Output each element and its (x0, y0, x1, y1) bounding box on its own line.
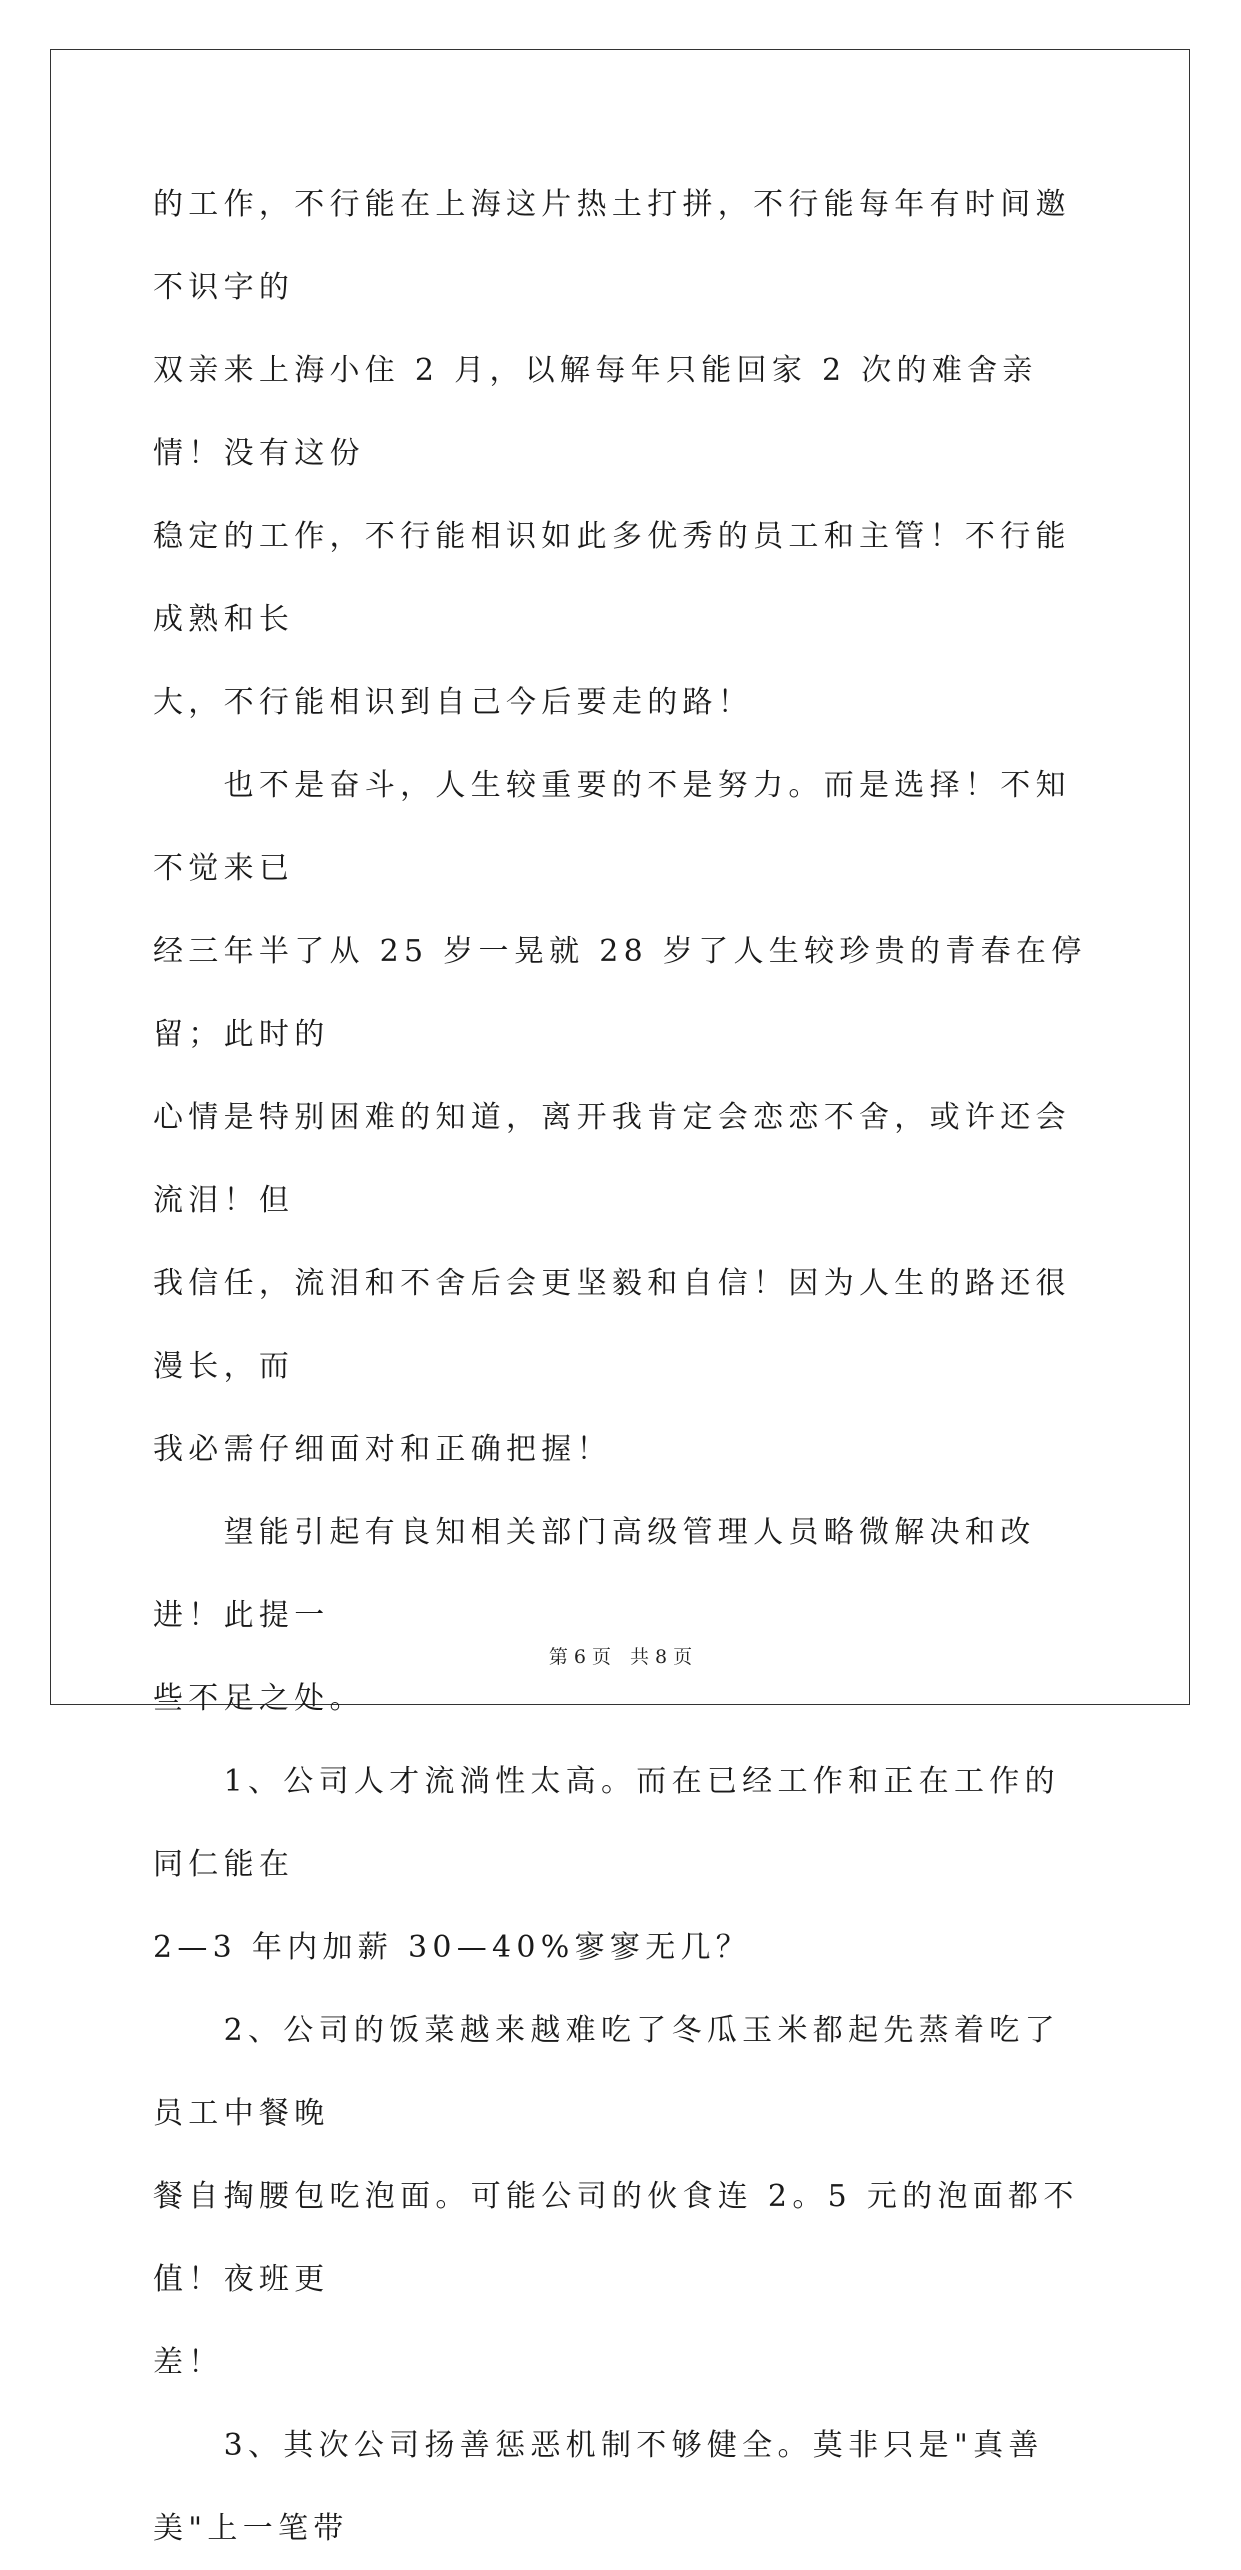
document-body (153, 163, 1091, 2570)
paragraph-1 (153, 163, 1091, 744)
page-number-footer: 第 6 页 共 8 页 (548, 1646, 693, 1668)
text-line: 餐自掏腰包吃泡面。可能公司的伙食连 2。5 元的泡面都不值！夜班更 (153, 2179, 1079, 2297)
text-line: 2、公司的饭菜越来越难吃了冬瓜玉米都起先蒸着吃了员工中餐晚 (153, 2013, 1060, 2131)
text-line: 差！ (153, 2345, 224, 2380)
text-line: 2—3 年内加薪 30—40%寥寥无几？ (153, 1930, 752, 1965)
text-line: 1、公司人才流淌性太高。而在已经工作和正在工作的同仁能在 (153, 1764, 1060, 1882)
paragraph-3 (153, 1491, 1091, 1740)
paragraph-5 (153, 1989, 1091, 2404)
text-line: 我信任，流泪和不舍后会更坚毅和自信！因为人生的路还很漫长，而 (153, 1266, 1071, 1384)
text-line: 3、其次公司扬善惩恶机制不够健全。莫非只是"真善美"上一笔带 (153, 2428, 1044, 2546)
text-line: 我必需仔细面对和正确把握！ (153, 1432, 612, 1467)
text-line: 经三年半了从 25 岁一晃就 28 岁了人生较珍贵的青春在停留；此时的 (153, 934, 1087, 1052)
text-line: 些不足之处。 (153, 1681, 365, 1716)
text-line: 望能引起有良知相关部门高级管理人员略微解决和改进！此提一 (153, 1515, 1036, 1633)
text-line: 心情是特别困难的知道，离开我肯定会恋恋不舍，或许还会流泪！但 (153, 1100, 1071, 1218)
text-line: 也不是奋斗，人生较重要的不是努力。而是选择！不知不觉来已 (153, 768, 1071, 886)
text-line: 双亲来上海小住 2 月，以解每年只能回家 2 次的难舍亲情！没有这份 (153, 353, 1038, 471)
paragraph-2 (153, 744, 1091, 1491)
text-line: 的工作，不行能在上海这片热土打拼，不行能每年有时间邀不识字的 (153, 187, 1071, 305)
paragraph-4 (153, 1740, 1091, 1989)
paragraph-6 (153, 2404, 1091, 2570)
text-line: 大，不行能相识到自己今后要走的路！ (153, 685, 754, 720)
text-line: 稳定的工作，不行能相识如此多优秀的员工和主管！不行能成熟和长 (153, 519, 1071, 637)
